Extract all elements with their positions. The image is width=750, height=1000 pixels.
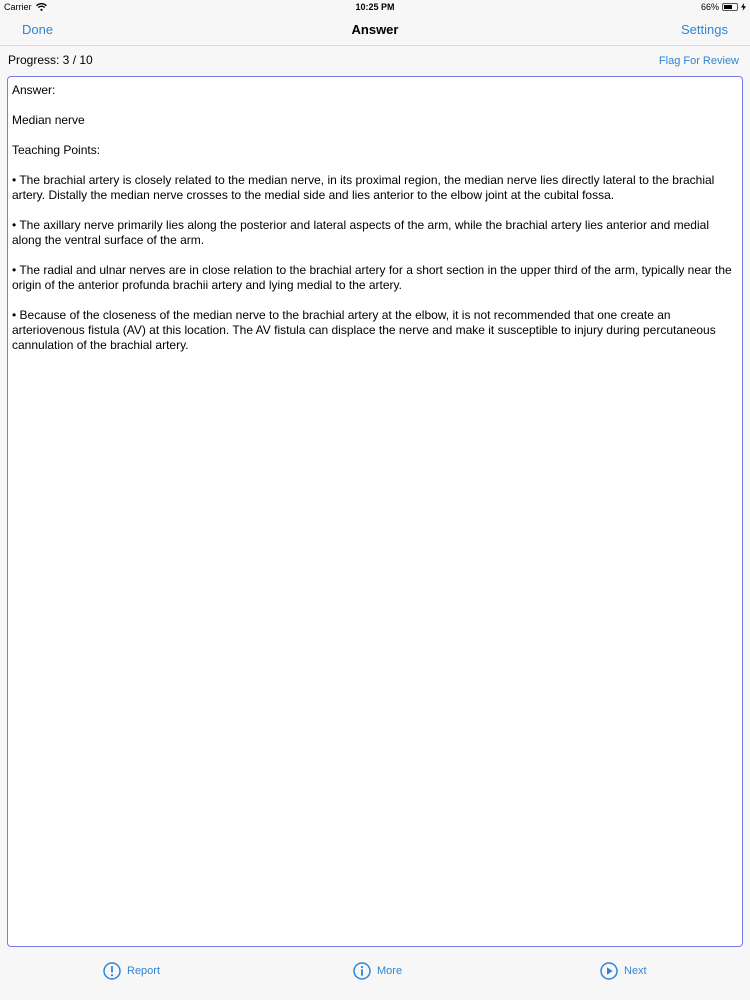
teaching-point: • The axillary nerve primarily lies along the posterior and lateral aspects of the arm, while the brachial artery lies anterior and medial along the ventral surface of the arm. — [12, 218, 709, 247]
status-bar — [0, 0, 750, 16]
progress-label: Progress: 3 / 10 — [8, 53, 93, 67]
done-button[interactable]: Done — [22, 22, 54, 37]
answer-value: Median nerve — [12, 113, 85, 127]
teaching-point: • Because of the closeness of the median nerve to the brachial artery at the elbow, it is not recommended that one create an arteriovenous fistula (AV) at this location. The AV fistula can displace the nerve and make it susceptible to injury during percutaneous cannulation of the brachial artery. — [12, 308, 716, 352]
answer-text-panel[interactable] — [7, 76, 743, 947]
play-circle-icon — [600, 962, 618, 980]
flag-for-review-button[interactable]: Flag For Review — [658, 55, 739, 67]
status-right — [701, 2, 746, 12]
next-label: Next — [624, 965, 647, 977]
next-button[interactable] — [600, 962, 647, 980]
progress-row — [0, 52, 750, 72]
exclamation-circle-icon — [103, 962, 121, 980]
page-title: Answer — [351, 22, 399, 37]
status-time: 10:25 PM — [355, 2, 395, 12]
battery-percent: 66% — [700, 2, 719, 12]
navigation-bar — [0, 16, 750, 46]
teaching-points-heading: Teaching Points: — [12, 143, 101, 157]
report-label: Report — [127, 965, 161, 977]
teaching-point: • The radial and ulnar nerves are in close relation to the brachial artery for a short section in the upper third of the arm, typically near the origin of the anterior profunda brachii artery and lying medial to the artery. — [12, 263, 732, 292]
battery-level — [724, 5, 732, 9]
info-icon — [353, 962, 371, 980]
bottom-toolbar — [0, 950, 750, 1000]
teaching-point: • The brachial artery is closely related to the median nerve, in its proximal region, the median nerve lies directly lateral to the brachial artery. Distally the median nerve crosses to the medial side and lies anterior to the elbow joint at the cubital fossa. — [12, 173, 715, 202]
battery-icon — [722, 3, 738, 11]
carrier-label: Carrier — [4, 2, 32, 12]
answer-heading: Answer: — [12, 83, 56, 97]
more-button[interactable] — [353, 962, 402, 980]
settings-button[interactable]: Settings — [681, 22, 728, 37]
charging-icon — [741, 3, 746, 11]
more-label: More — [377, 965, 403, 977]
report-button[interactable] — [103, 962, 160, 980]
